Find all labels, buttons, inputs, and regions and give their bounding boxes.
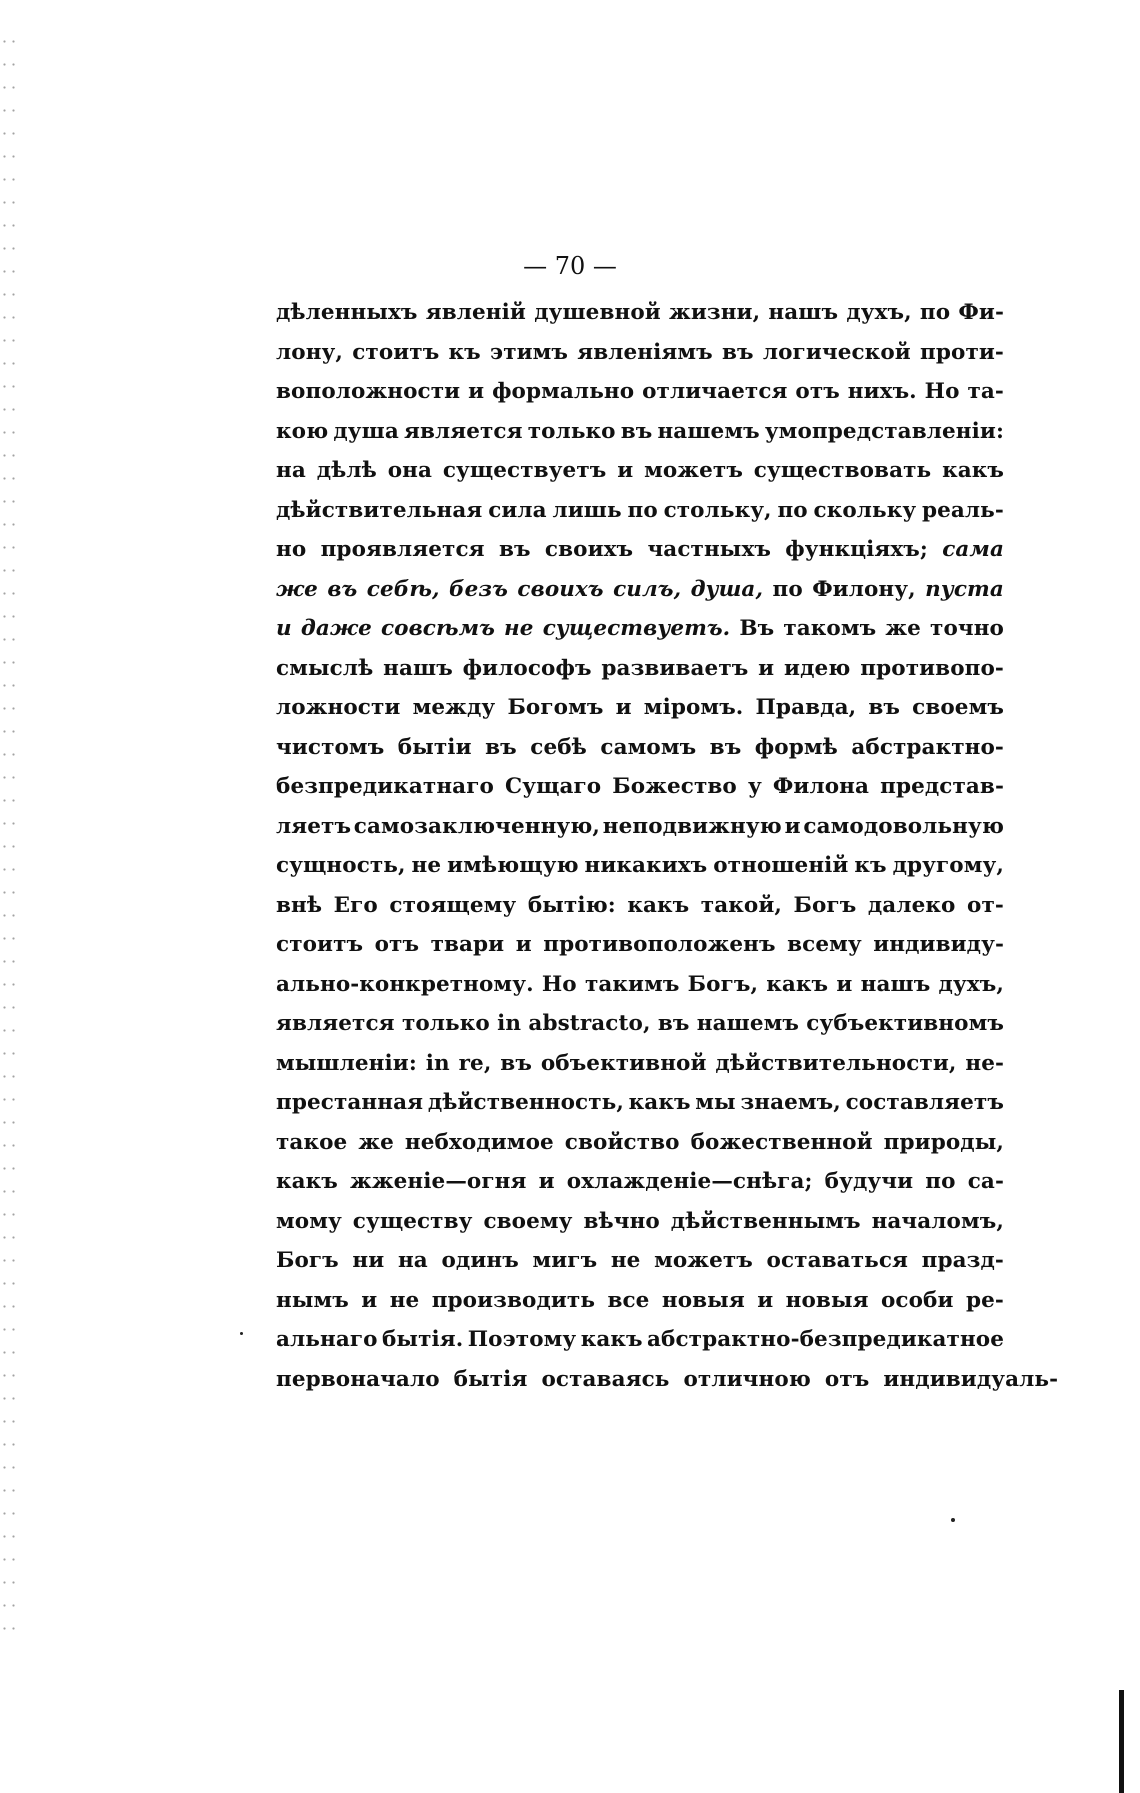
- word: противоположенъ: [543, 932, 776, 957]
- word: индивидуаль-: [883, 1366, 1059, 1392]
- word: Филону,: [812, 576, 916, 602]
- word: какъ: [580, 1327, 643, 1352]
- word: въ: [868, 695, 900, 720]
- word: стоитъ: [352, 339, 440, 365]
- word: этимъ: [490, 339, 569, 365]
- word: можетъ: [644, 458, 743, 483]
- word: дѣйствительности,: [715, 1050, 957, 1076]
- word: въ: [722, 339, 754, 365]
- word: и: [836, 971, 853, 997]
- word: же: [276, 576, 318, 602]
- word: какъ: [627, 892, 690, 918]
- word: новыя: [785, 1287, 869, 1313]
- word: противопо-: [860, 655, 1004, 681]
- word: твари: [430, 932, 505, 957]
- text-line: [276, 537, 1004, 577]
- page-number: — 70 —: [523, 252, 617, 280]
- word: другому,: [892, 853, 1004, 878]
- word: своемъ: [912, 695, 1004, 720]
- word: бытіи: [397, 734, 472, 760]
- word: душа,: [690, 576, 764, 602]
- word: на: [397, 1248, 428, 1273]
- text-line: [276, 853, 1004, 893]
- word: логической: [762, 339, 911, 365]
- word: отношеній: [713, 853, 849, 878]
- word: бытія: [453, 1366, 528, 1392]
- word: ляетъ: [276, 813, 352, 839]
- word: является: [403, 418, 523, 444]
- word: Въ: [739, 616, 775, 641]
- word: въ: [620, 418, 653, 444]
- word: Богъ: [276, 1248, 339, 1273]
- word: отличною: [683, 1366, 811, 1392]
- word: явленій: [425, 300, 526, 325]
- word: философъ: [462, 655, 592, 681]
- word: и: [757, 1287, 774, 1313]
- text-line: [276, 972, 1004, 1012]
- word: Сущаго: [505, 774, 602, 799]
- word: неподвижную: [602, 813, 782, 839]
- word: чистомъ: [276, 734, 385, 760]
- text-line: [276, 1366, 1059, 1407]
- text-line: [276, 735, 1004, 775]
- word: по: [627, 497, 658, 523]
- word: Фи-: [958, 300, 1004, 325]
- word: Филона: [772, 774, 870, 799]
- word: и: [758, 655, 775, 681]
- word: же: [358, 1129, 394, 1155]
- word: явленіямъ: [577, 339, 713, 365]
- word: не: [389, 1287, 420, 1313]
- word: является: [276, 1011, 395, 1036]
- word: оставаться: [766, 1248, 908, 1273]
- word: и: [784, 813, 801, 839]
- word: абстрактно-: [851, 734, 1004, 760]
- word: такимъ: [584, 971, 680, 997]
- word: и: [361, 1287, 378, 1313]
- word: но: [276, 537, 307, 562]
- word: мы: [695, 1090, 736, 1115]
- word: Его: [333, 892, 378, 918]
- text-line: [276, 419, 1004, 459]
- word: своихъ: [517, 576, 604, 602]
- word: составляетъ: [845, 1090, 1004, 1115]
- word: существуетъ: [442, 458, 607, 483]
- word: нашъ: [768, 300, 839, 325]
- word: отъ: [824, 1366, 870, 1392]
- word: бытію:: [527, 892, 616, 918]
- word: не-: [965, 1050, 1004, 1076]
- word: силъ,: [613, 576, 682, 602]
- word: нымъ: [276, 1287, 349, 1313]
- word: между: [412, 695, 496, 720]
- word: новыя: [661, 1287, 745, 1313]
- text-line: [276, 1051, 1004, 1091]
- word: скольку: [813, 497, 917, 523]
- word: нашъ: [860, 971, 931, 997]
- word: та-: [967, 379, 1004, 404]
- word: по: [919, 300, 951, 325]
- text-line: [276, 893, 1004, 933]
- word: будучи: [824, 1169, 914, 1194]
- word: реаль-: [921, 497, 1004, 523]
- word: духъ,: [846, 300, 912, 325]
- word: Божество: [612, 774, 737, 799]
- word: оставаясь: [541, 1366, 670, 1392]
- word: индивиду-: [873, 932, 1004, 957]
- word: Богъ,: [687, 971, 759, 997]
- word: формально: [492, 379, 635, 404]
- word: престанная: [276, 1090, 424, 1115]
- word: она: [387, 458, 432, 483]
- word: ложности: [276, 695, 401, 720]
- text-line: [276, 458, 1004, 498]
- word: функціяхъ;: [785, 537, 928, 562]
- word: Богъ: [793, 892, 857, 918]
- word: на: [276, 458, 306, 483]
- text-line: [276, 1248, 1004, 1288]
- word: мышленіи:: [276, 1050, 417, 1076]
- word: частныхъ: [647, 537, 771, 562]
- word: какъ: [942, 458, 1004, 483]
- text-line: [276, 577, 1004, 617]
- word: са-: [967, 1169, 1004, 1194]
- word: дѣйственность,: [427, 1090, 624, 1115]
- word: отличается: [642, 379, 788, 404]
- word: мому: [276, 1208, 342, 1234]
- word: мигъ: [532, 1248, 598, 1273]
- word: существу: [352, 1208, 473, 1234]
- word: же: [885, 616, 921, 641]
- text-line: [276, 1209, 1004, 1249]
- word: въ: [498, 537, 531, 562]
- text-line: [276, 498, 1004, 538]
- word: къ: [448, 339, 481, 365]
- text-line: [276, 1130, 1004, 1170]
- word: небходимое: [404, 1129, 554, 1155]
- word: и: [276, 616, 292, 641]
- word: въ: [709, 734, 742, 760]
- word: смыслѣ: [276, 655, 374, 681]
- text-line: [276, 1288, 1004, 1328]
- text-line: [276, 1090, 1004, 1130]
- word: и: [615, 695, 632, 720]
- word: in: [497, 1011, 522, 1036]
- word: какъ: [276, 1169, 338, 1194]
- word: празд-: [921, 1248, 1004, 1273]
- word: существуетъ.: [542, 616, 731, 641]
- word: всему: [787, 932, 862, 957]
- word: стоитъ: [276, 932, 364, 957]
- word: жженіе—огня: [350, 1169, 527, 1194]
- text-line: [276, 340, 1004, 380]
- word: духъ,: [938, 971, 1004, 997]
- word: воположности: [276, 379, 461, 404]
- scan-edge-right: [1119, 1690, 1124, 1793]
- word: ре-: [965, 1287, 1004, 1313]
- word: въ: [500, 1050, 532, 1076]
- word: все: [607, 1287, 650, 1313]
- word: такой,: [700, 892, 782, 918]
- word: у: [747, 774, 762, 799]
- word: формѣ: [754, 734, 838, 760]
- word: міромъ.: [643, 695, 744, 720]
- word: Богомъ: [507, 695, 604, 720]
- word: самомъ: [600, 734, 697, 760]
- word: проти-: [920, 339, 1004, 365]
- word: охлажденіе—снѣга;: [566, 1169, 813, 1194]
- text-line: [276, 1327, 1004, 1367]
- text-line: [276, 695, 1004, 735]
- word: Но: [924, 379, 960, 404]
- word: особи: [880, 1287, 954, 1313]
- word: сущность,: [276, 853, 406, 878]
- word: совсѣмъ: [380, 616, 495, 641]
- word: стольку,: [663, 497, 772, 523]
- word: въ: [657, 1011, 690, 1036]
- word: вѣчно: [583, 1208, 660, 1234]
- word: такомъ: [783, 616, 877, 641]
- word: какъ: [766, 971, 829, 997]
- word: въ: [327, 576, 358, 602]
- word: ни: [352, 1248, 385, 1273]
- word: себѣ: [530, 734, 587, 760]
- word: далеко: [867, 892, 956, 918]
- word: умопредставленіи:: [764, 418, 1004, 444]
- word: можетъ: [654, 1248, 753, 1273]
- word: кою: [276, 418, 329, 444]
- word: дѣйственнымъ: [670, 1208, 861, 1234]
- word: знаемъ,: [740, 1090, 841, 1115]
- word: лону,: [276, 339, 343, 365]
- word: Поэтому: [467, 1327, 577, 1352]
- word: стоящему: [389, 892, 517, 918]
- word: нашемъ: [696, 1011, 799, 1036]
- word: и: [538, 1169, 555, 1194]
- word: самозаключенную,: [353, 813, 601, 839]
- word: жизни,: [669, 300, 761, 325]
- word: божественной: [690, 1129, 873, 1155]
- word: безпредикатнаго: [276, 774, 494, 799]
- word: никакихъ: [584, 853, 708, 878]
- word: существовать: [753, 458, 932, 483]
- word: in: [425, 1050, 450, 1076]
- word: своему: [483, 1208, 573, 1234]
- word: альнаго: [276, 1327, 378, 1352]
- word: началомъ,: [871, 1208, 1004, 1234]
- word: только: [527, 418, 616, 444]
- body-text: [276, 300, 1059, 1406]
- word: имѣющую: [447, 853, 579, 878]
- word: проявляется: [320, 537, 485, 562]
- word: по: [772, 576, 803, 602]
- word: нашемъ: [657, 418, 760, 444]
- word: и: [468, 379, 485, 404]
- word: свойство: [564, 1129, 680, 1155]
- text-line: [276, 1169, 1004, 1209]
- speck: [951, 1518, 955, 1522]
- word: по: [925, 1169, 956, 1194]
- word: от-: [967, 892, 1004, 918]
- word: душевной: [534, 300, 661, 325]
- word: точно: [930, 616, 1004, 641]
- word: себѣ,: [366, 576, 440, 602]
- word: сама: [942, 537, 1004, 562]
- word: бытія.: [381, 1327, 464, 1352]
- text-line: [276, 814, 1004, 854]
- word: даже: [300, 616, 372, 641]
- text-line: [276, 616, 1004, 656]
- word: безъ: [449, 576, 508, 602]
- word: Правда,: [755, 695, 857, 720]
- word: дѣленныхъ: [276, 300, 418, 325]
- word: ально-конкретному.: [276, 971, 534, 997]
- word: Но: [541, 971, 577, 997]
- text-line: [276, 300, 1004, 340]
- word: не: [504, 616, 534, 641]
- word: въ: [485, 734, 517, 760]
- word: природы,: [883, 1129, 1004, 1155]
- word: представ-: [880, 774, 1004, 799]
- word: какъ: [628, 1090, 691, 1115]
- word: идею: [784, 655, 851, 681]
- word: отъ: [795, 379, 840, 404]
- word: развиваетъ: [601, 655, 749, 681]
- word: не: [411, 853, 442, 878]
- word: нашъ: [383, 655, 453, 681]
- word: не: [610, 1248, 641, 1273]
- text-line: [276, 1011, 1004, 1051]
- word: abstracto,: [528, 1011, 651, 1036]
- word: пуста: [925, 576, 1004, 602]
- text-line: [276, 932, 1004, 972]
- word: лишь: [552, 497, 622, 523]
- word: и: [515, 932, 532, 957]
- word: по: [777, 497, 808, 523]
- word: и: [617, 458, 634, 483]
- word: нихъ.: [847, 379, 917, 404]
- word: внѣ: [276, 892, 323, 918]
- text-line: [276, 656, 1004, 696]
- word: одинъ: [441, 1248, 519, 1273]
- word: дѣлѣ: [316, 458, 377, 483]
- word: сила: [488, 497, 547, 523]
- word: самодовольную: [803, 813, 1004, 839]
- word: объективной: [540, 1050, 707, 1076]
- word: своихъ: [544, 537, 634, 562]
- word: абстрактно-безпредикатное: [647, 1327, 1004, 1352]
- text-line: [276, 774, 1004, 814]
- word: отъ: [374, 932, 420, 957]
- speck: [240, 1332, 243, 1335]
- word: re,: [458, 1050, 492, 1076]
- word: первоначало: [276, 1366, 440, 1392]
- word: дѣйствительная: [276, 497, 483, 523]
- word: душа: [333, 418, 399, 444]
- word: производить: [431, 1287, 596, 1313]
- word: субъективномъ: [806, 1011, 1004, 1036]
- word: только: [401, 1011, 490, 1036]
- word: къ: [854, 853, 887, 878]
- word: такое: [276, 1129, 348, 1155]
- text-line: [276, 379, 1004, 419]
